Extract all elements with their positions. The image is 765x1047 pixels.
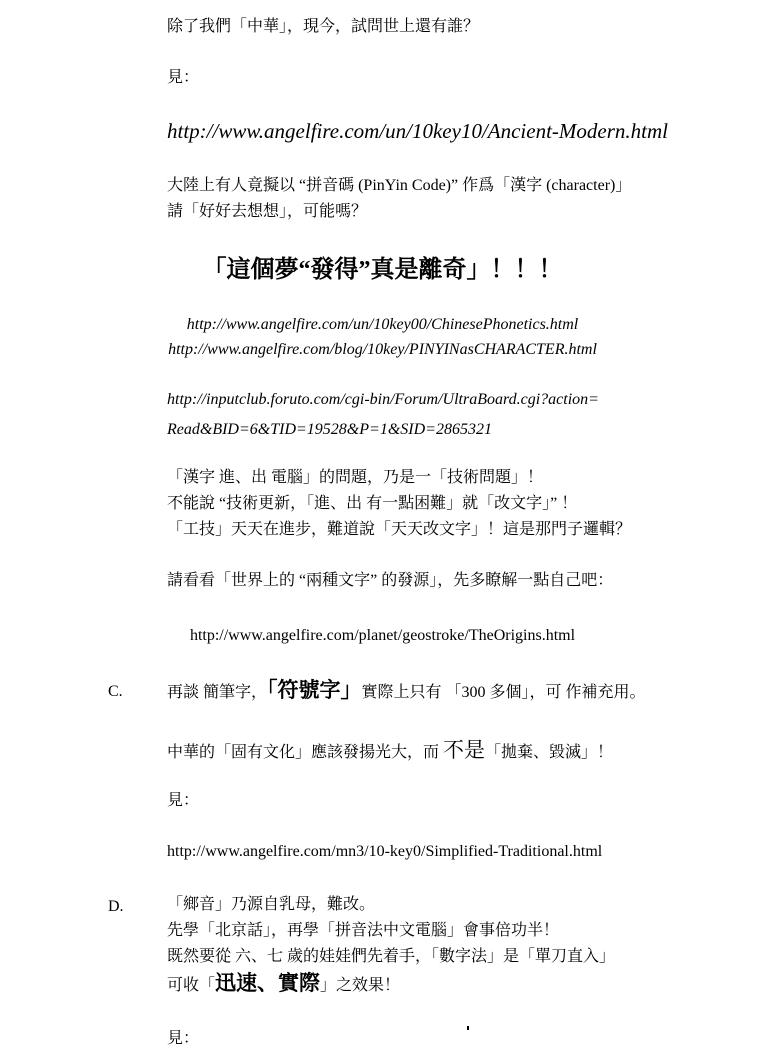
emphasis: 「符號字」 <box>267 678 362 702</box>
text: 實際上只有 「300 多個」，可 作補充用。 <box>361 684 646 701</box>
text: 可收「 <box>167 977 216 994</box>
section-d-see-label: 見： <box>167 1030 200 1047</box>
section-d-line1: 「鄉音」乃源自乳母，難改。 <box>167 896 376 913</box>
link-ancient-modern[interactable]: http://www.angelfire.com/un/10key10/Ancient-Modern.html <box>167 119 668 143</box>
emphasis: 不是 <box>443 738 486 762</box>
text: 」之效果！ <box>320 977 401 994</box>
section-d-line4 <box>167 973 400 996</box>
tech-paragraph-line2: 不能說 “技術更新，「進、出 有一點困難」就「改文字」” ！ <box>167 495 578 512</box>
headline: 「這個夢“發得”真是離奇」！！！ <box>202 257 563 283</box>
tech-paragraph-line1: 「漢字 進、出 電腦」的問題，乃是一「技術問題」！ <box>167 469 544 486</box>
link-simplified-traditional[interactable]: http://www.angelfire.com/mn3/10-key0/Simplified-Traditional.html <box>167 843 603 860</box>
intro-question: 除了我們「中華」，現今，試問世上還有誰？ <box>167 18 480 35</box>
link-pinyin-as-character[interactable]: http://www.angelfire.com/blog/10key/PINYINasCHARACTER.html <box>168 341 597 358</box>
tech-paragraph-line3: 「工技」天天在進步，難道說「天天改文字」！這是那門子邏輯？ <box>167 521 632 538</box>
link-inputclub-line2[interactable]: Read&BID=6&TID=19528&P=1&SID=2865321 <box>167 421 492 438</box>
emphasis: 迅速、實際 <box>215 971 321 995</box>
text: 中華的「固有文化」應該發揚光大，而 <box>167 744 444 761</box>
link-chinese-phonetics[interactable]: http://www.angelfire.com/un/10key00/ChinesePhonetics.html <box>186 316 579 333</box>
section-c-line2 <box>167 740 613 763</box>
text: 再談 簡筆字， <box>167 684 268 701</box>
see-label: 見： <box>167 69 200 86</box>
pinyin-paragraph-line2: 請「好好去想想」，可能嗎？ <box>167 203 368 220</box>
link-origins[interactable]: http://www.angelfire.com/planet/geostroke/TheOrigins.html <box>189 627 576 644</box>
section-c-line1 <box>167 680 646 703</box>
section-d-marker: D. <box>108 898 124 915</box>
pinyin-paragraph-line1: 大陸上有人竟擬以 “拼音碼 (PinYin Code)” 作爲「漢字 (character)」 <box>167 177 632 194</box>
section-d-line3: 既然要從 六、七 歲的娃娃們先着手，「數字法」是「單刀直入」 <box>167 948 616 965</box>
link-inputclub-line1[interactable]: http://inputclub.foruto.com/cgi-bin/Forum/UltraBoard.cgi?action= <box>167 391 599 408</box>
text: 「拋棄、毀滅」！ <box>485 744 614 761</box>
section-c-see-label: 見： <box>167 792 200 809</box>
origins-paragraph: 請看看「世界上的 “兩種文字” 的發源」，先多瞭解一點自己吧： <box>167 572 614 589</box>
stray-mark <box>467 1026 469 1030</box>
section-c-marker: C. <box>108 683 123 700</box>
section-d-line2: 先學「北京話」，再學「拼音法中文電腦」會事倍功半！ <box>167 922 560 939</box>
